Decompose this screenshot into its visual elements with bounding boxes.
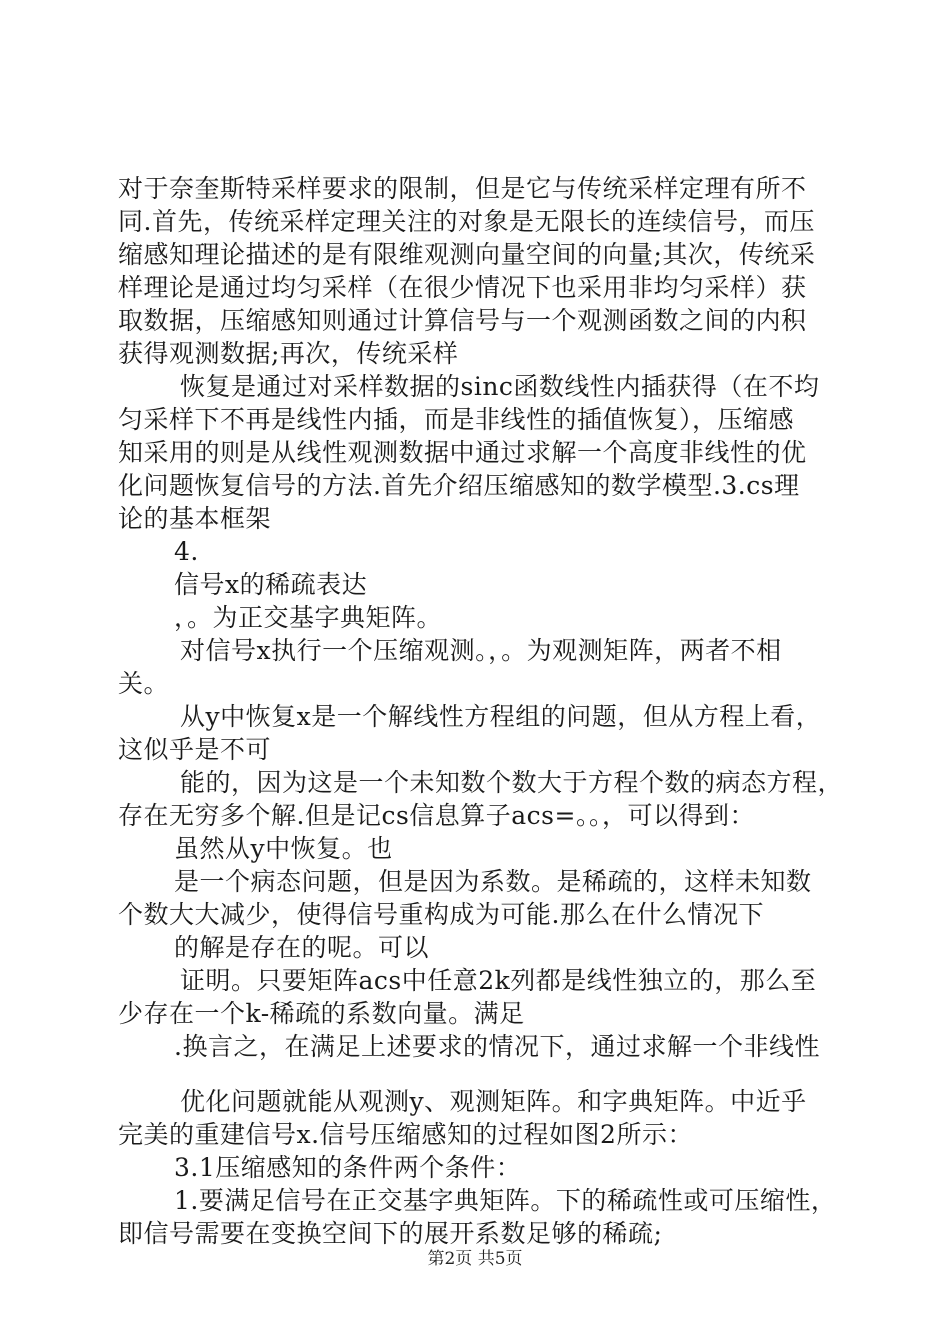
text-line: 能的，因为这是一个未知数个数大于方程个数的病态方程， <box>180 768 844 797</box>
text-line: 同.首先，传统采样定理关注的对象是无限长的连续信号，而压 <box>118 207 815 236</box>
text-line: 完美的重建信号x.信号压缩感知的过程如图2所示： <box>118 1120 693 1149</box>
text-line: 3.1压缩感知的条件两个条件： <box>174 1153 522 1182</box>
text-line: 即信号需要在变换空间下的展开系数足够的稀疏; <box>118 1219 663 1248</box>
text-line: 存在无穷多个解.但是记cs信息算子acs=。。，可以得到： <box>118 801 755 830</box>
text-line: 1.要满足信号在正交基字典矩阵。下的稀疏性或可压缩性， <box>174 1186 837 1215</box>
document-body <box>118 172 844 1250</box>
text-line: 优化问题就能从观测y、观测矩阵。和字典矩阵。中近乎 <box>180 1087 807 1116</box>
text-line: ，。为正交基字典矩阵。 <box>174 603 443 632</box>
text-line: 少存在一个k-稀疏的系数向量。满足 <box>118 999 525 1028</box>
text-line: 虽然从y中恢复。也 <box>174 834 393 863</box>
text-line: 获得观测数据;再次，传统采样 <box>118 339 459 368</box>
text-line: 取数据，压缩感知则通过计算信号与一个观测函数之间的内积 <box>118 306 807 335</box>
text-line: .换言之，在满足上述要求的情况下，通过求解一个非线性 <box>174 1032 820 1061</box>
text-line: 这似乎是不可 <box>118 735 272 764</box>
text-line: 匀采样下不再是线性内插，而是非线性的插值恢复），压缩感 <box>118 405 795 434</box>
text-line: 对信号x执行一个压缩观测。，。为观测矩阵，两者不相 <box>180 636 782 665</box>
page-number-footer: 第2页 共5页 <box>427 1249 523 1269</box>
text-line: 信号x的稀疏表达 <box>174 570 368 599</box>
paragraph-gap <box>118 1063 838 1085</box>
text-line: 关。 <box>118 669 170 698</box>
text-line: 化问题恢复信号的方法.首先介绍压缩感知的数学模型.3.cs理 <box>118 471 800 500</box>
text-line: 样理论是通过均匀采样（在很少情况下也采用非均匀采样）获 <box>118 273 807 302</box>
text-line: 恢复是通过对采样数据的sinc函数线性内插获得（在不均 <box>180 372 820 401</box>
text-line: 4. <box>174 537 199 566</box>
text-line: 证明。只要矩阵acs中任意2k列都是线性独立的，那么至 <box>180 966 817 995</box>
text-line: 是一个病态问题，但是因为系数。是稀疏的，这样未知数 <box>174 867 812 896</box>
text-line: 知采用的则是从线性观测数据中通过求解一个高度非线性的优 <box>118 438 807 467</box>
text-line: 对于奈奎斯特采样要求的限制，但是它与传统采样定理有所不 <box>118 174 807 203</box>
text-line: 从y中恢复x是一个解线性方程组的问题，但从方程上看， <box>180 702 822 731</box>
text-line: 个数大大减少，使得信号重构成为可能.那么在什么情况下 <box>118 900 764 929</box>
text-line: 的解是存在的呢。可以 <box>174 933 430 962</box>
text-line: 缩感知理论描述的是有限维观测向量空间的向量;其次，传统采 <box>118 240 816 269</box>
text-line: 论的基本框架 <box>118 504 272 533</box>
